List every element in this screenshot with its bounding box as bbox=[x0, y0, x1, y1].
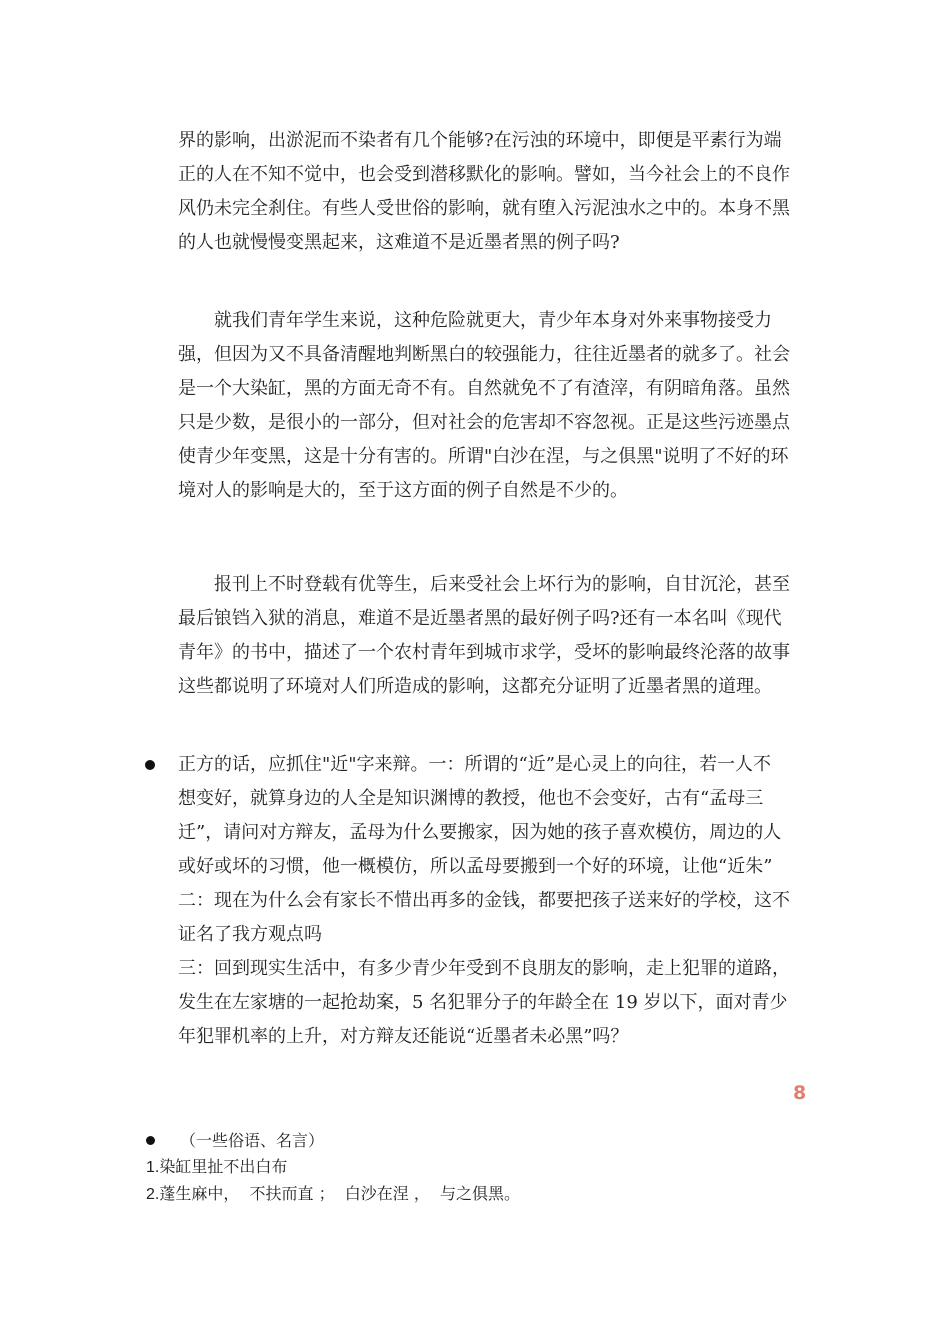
proverbs-heading bbox=[180, 1128, 324, 1154]
text-line: 年犯罪机率的上升，对方辩友还能说“近墨者未必黑”吗？ bbox=[178, 1026, 629, 1047]
text-line: 强，但因为又不具备清醒地判断黑白的较强能力，往往近墨者的就多了。社会 bbox=[178, 344, 790, 365]
text-line: 发生在左家塘的一起抢劫案，5 名犯罪分子的年龄全在 19 岁以下，面对青少 bbox=[178, 992, 788, 1013]
proverb-number: 1. bbox=[146, 1159, 160, 1176]
text-line: 或好或坏的习惯，他一概模仿，所以孟母要搬到一个好的环境，让他“近朱” bbox=[178, 856, 773, 877]
text-line: 最后锒铛入狱的消息，难道不是近墨者黑的最好例子吗?还有一本名叫《现代 bbox=[178, 608, 782, 629]
text-line: 正的人在不知不觉中，也会受到潜移默化的影响。譬如，当今社会上的不良作 bbox=[178, 164, 790, 185]
text-line: 证名了我方观点吗 bbox=[178, 924, 322, 945]
bullet-icon bbox=[146, 1136, 155, 1145]
proverb-item-2 bbox=[146, 1181, 520, 1208]
text-line: 的人也就慢慢变黑起来，这难道不是近墨者黑的例子吗? bbox=[178, 232, 620, 253]
bullet-icon bbox=[145, 760, 155, 770]
text-line: 境对人的影响是大的，至于这方面的例子自然是不少的。 bbox=[178, 480, 628, 501]
text-line: 使青少年变黑，这是十分有害的。所谓"白沙在涅，与之俱黑"说明了不好的环 bbox=[178, 446, 789, 467]
text-line: 青年》的书中，描述了一个农村青年到城市求学，受坏的影响最终沦落的故事 bbox=[178, 642, 790, 663]
paragraph-4 bbox=[178, 748, 808, 1054]
text-line: 风仍未完全刹住。有些人受世俗的影响，就有堕入污泥浊水之中的。本身不黑 bbox=[178, 198, 790, 219]
text-line: 报刊上不时登载有优等生，后来受社会上坏行为的影响，自甘沉沦，甚至 bbox=[178, 574, 790, 595]
proverb-text: 蓬生麻中， 不扶而直 ； 白沙在涅 ， 与之俱黑。 bbox=[159, 1184, 521, 1203]
text-line: 正方的话，应抓住"近"字来辩。一：所谓的“近”是心灵上的向往，若一人不 bbox=[178, 754, 771, 775]
paragraph-2 bbox=[178, 304, 808, 508]
paragraph-3 bbox=[178, 568, 808, 704]
text-line: 这些都说明了环境对人们所造成的影响，这都充分证明了近墨者黑的道理。 bbox=[178, 676, 772, 697]
text-line: 二：现在为什么会有家长不惜出再多的金钱，都要把孩子送来好的学校，这不 bbox=[178, 890, 790, 911]
text-line: 界的影响，出淤泥而不染者有几个能够?在污浊的环境中，即便是平素行为端 bbox=[178, 130, 782, 151]
page-number: 8 bbox=[793, 1082, 807, 1104]
text-line: 想变好，就算身边的人全是知识渊博的教授，他也不会变好，古有“孟母三 bbox=[178, 788, 764, 809]
proverb-number: 2. bbox=[146, 1186, 160, 1203]
proverbs-heading-text: （一些俗语、名言） bbox=[180, 1131, 325, 1150]
text-line: 是一个大染缸，黑的方面无奇不有。自然就免不了有渣滓，有阴暗角落。虽然 bbox=[178, 378, 790, 399]
text-line: 就我们青年学生来说，这种危险就更大，青少年本身对外来事物接受力 bbox=[178, 310, 772, 331]
proverb-text: 染缸里扯不出白布 bbox=[159, 1157, 288, 1176]
proverb-item-1 bbox=[146, 1154, 287, 1181]
paragraph-1 bbox=[178, 124, 808, 260]
text-line: 三：回到现实生活中，有多少青少年受到不良朋友的影响，走上犯罪的道路， bbox=[178, 958, 790, 979]
text-line: 迁”，请问对方辩友，孟母为什么要搬家，因为她的孩子喜欢模仿，周边的人 bbox=[178, 822, 782, 843]
text-line: 只是少数，是很小的一部分，但对社会的危害却不容忽视。正是这些污迹墨点 bbox=[178, 412, 790, 433]
